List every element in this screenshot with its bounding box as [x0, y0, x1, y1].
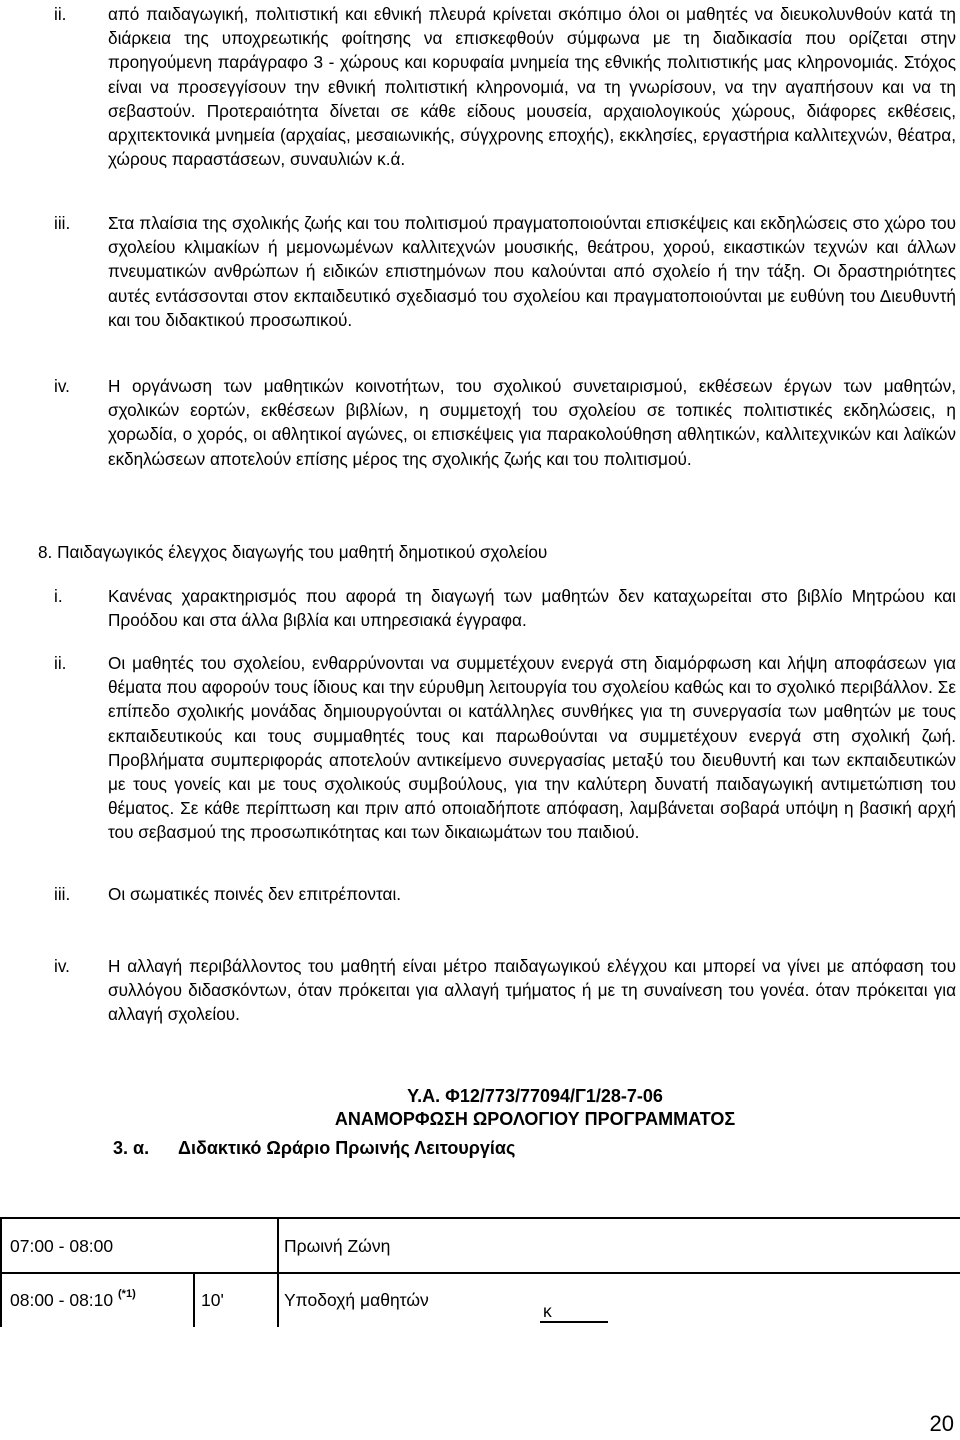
item-text: Στα πλαίσια της σχολικής ζωής και του πολιτισμού πραγματοποιούνται επισκέψεις και εκδηλώσεις στο χώρο του σχολείου κλιμακίων ή μεμονωμένων καλλιτεχνών μουσικής, θεάτρου, χορού, εικαστικών τεχνών και άλλων πνευματικών ανθρώπων ή ειδικών επιστημόνων που καλούνται από σχολείο ή την τάξη. Οι δραστηριότητες αυτές εντάσσονται στον εκπαιδευτικό σχεδιασμό του σχολείου και πραγματοποιούνται με ευθύνη του Διευθυντή και του διδακτικού προσωπικού. — [108, 213, 956, 330]
label-cell: Υποδοχή μαθητών — [284, 1290, 429, 1310]
subsection-title: Διδακτικό Ωράριο Πρωινής Λειτουργίας — [178, 1138, 516, 1158]
item-text: από παιδαγωγική, πολιτιστική και εθνική πλευρά κρίνεται σκόπιμο όλοι οι μαθητές να διευκολυνθούν κατά τη διάρκεια της υποχρεωτικής φοίτησης να επισκεφθούν σύμφωνα με τη διαδικασία που ορίζεται στην προηγούμενη παράγραφο 3 - χώρους και κορυφαία μνημεία της εθνικής πολιτιστικής μας κληρονομιάς. Στόχος είναι να προσεγγίσουν την εθνική πολιτιστική κληρονομιά, να τη γνωρίσουν, να την αγαπήσουν και να τη σεβαστούν. Προτεραιότητα δίνεται σε κάθε είδους μουσεία, αρχαιολογικούς χώρους, διάφορες εκθέσεις, αρχιτεκτονικά μνημεία (αρχαίας, μεσαιωνικής, σύγχρονης εποχής), εκκλησίες, εργαστήρια καλλιτεχνών, θέατρα, χώρους παραστάσεων, συναυλιών κ.ά. — [108, 4, 956, 170]
item-number: iii. — [54, 213, 71, 233]
table-divider — [0, 1272, 960, 1274]
item-number: i. — [54, 586, 63, 606]
item-number: ii. — [54, 653, 67, 673]
table-col-divider — [277, 1217, 279, 1272]
time-cell: 07:00 - 08:00 — [10, 1236, 114, 1256]
item-text: Οι μαθητές του σχολείου, ενθαρρύνονται να συμμετέχουν ενεργά στη διαμόρφωση και λήψη αποφάσεων για θέματα που αφορούν τους ίδιους και την εύρυθμη λειτουργία του σχολείου καθώς και το σχολικό περιβάλλον. Σε επίπεδο σχολικής μονάδας δημιουργούνται οι κατάλληλες συνθήκες για τη συνεργασία των μαθητών με τους εκπαιδευτικούς και τους συμμαθητές τους και παρωθούνται να συμμετέχουν ενεργά στη σχολική ζωή. Προβλήματα συμπεριφοράς αποτελούν αντικείμενο συνεργασίας μεταξύ του διευθυντή και των εκπαιδευτικών με τους γονείς και με τους σχολικούς συμβούλους, για την καλύτερη δυνατή παιδαγωγική αντιμετώπιση του θέματος. Σε κάθε περίπτωση και πριν από οποιαδήποτε απόφαση, λαμβάνεται σοβαρά υπόψη η βασική αρχή του σεβασμού της προσωπικότητας και των δικαιωμάτων του παιδιού. — [108, 653, 956, 843]
time-text: 08:00 - 08:10 — [10, 1290, 114, 1310]
table-col-divider — [277, 1272, 279, 1327]
document-heading: ΑΝΑΜΟΡΦΩΣΗ ΩΡΟΛΟΓΙΟΥ ΠΡΟΓΡΑΜΜΑΤΟΣ — [334, 1109, 736, 1129]
footnote-marker: (*1) — [118, 1288, 136, 1300]
item-number: iv. — [54, 956, 70, 976]
table-col-divider — [193, 1272, 195, 1327]
label-cell: Πρωινή Ζώνη — [284, 1236, 391, 1256]
decision-reference: Υ.Α. Φ12/773/77094/Γ1/28-7-06 — [407, 1086, 663, 1106]
item-number: iii. — [54, 884, 71, 904]
schedule-table — [0, 1217, 960, 1327]
item-text: Κανένας χαρακτηρισμός που αφορά τη διαγωγή των μαθητών δεν καταχωρείται στο βιβλίο Μητρώου και Προόδου και στα άλλα βιβλία και υπηρεσιακά έγγραφα. — [108, 586, 956, 631]
item-text: Οι σωματικές ποινές δεν επιτρέπονται. — [108, 884, 402, 904]
subsection-number: 3. α. — [113, 1138, 150, 1158]
item-number: ii. — [54, 4, 67, 24]
item-text: Η οργάνωση των μαθητικών κοινοτήτων, του σχολικού συνεταιρισμού, εκθέσεων έργων των μαθητών, σχολικών εορτών, εκθέσεων βιβλίων, η συμμετοχή του σχολείου σε τοπικές πολιτιστικές εκδηλώσεις, η χορωδία, ο χορός, οι αθλητικοί αγώνες, οι επισκέψεις για παρακολούθηση αθλητικών, καλλιτεχνικών και λαϊκών εκδηλώσεων αποτελούν επίσης μέρος της σχολικής ζωής και του πολιτισμού. — [108, 376, 956, 469]
section-title: 8. Παιδαγωγικός έλεγχος διαγωγής του μαθητή δημοτικού σχολείου — [38, 542, 548, 562]
page-number: 20 — [929, 1411, 954, 1436]
item-text: Η αλλαγή περιβάλλοντος του μαθητή είναι μέτρο παιδαγωγικού ελέγχου και μπορεί να γίνει με απόφαση του συλλόγου διδασκόντων, όταν πρόκειται για αλλαγή τμήματος ή με τη συναίνεση του γονέα. όταν πρόκειται για αλλαγή σχολείου. — [108, 956, 956, 1025]
duration-cell: 10' — [201, 1290, 224, 1310]
extra-cell: κ — [543, 1301, 552, 1321]
table-border-top — [0, 1217, 960, 1219]
time-cell — [10, 1289, 136, 1314]
item-number: iv. — [54, 376, 70, 396]
